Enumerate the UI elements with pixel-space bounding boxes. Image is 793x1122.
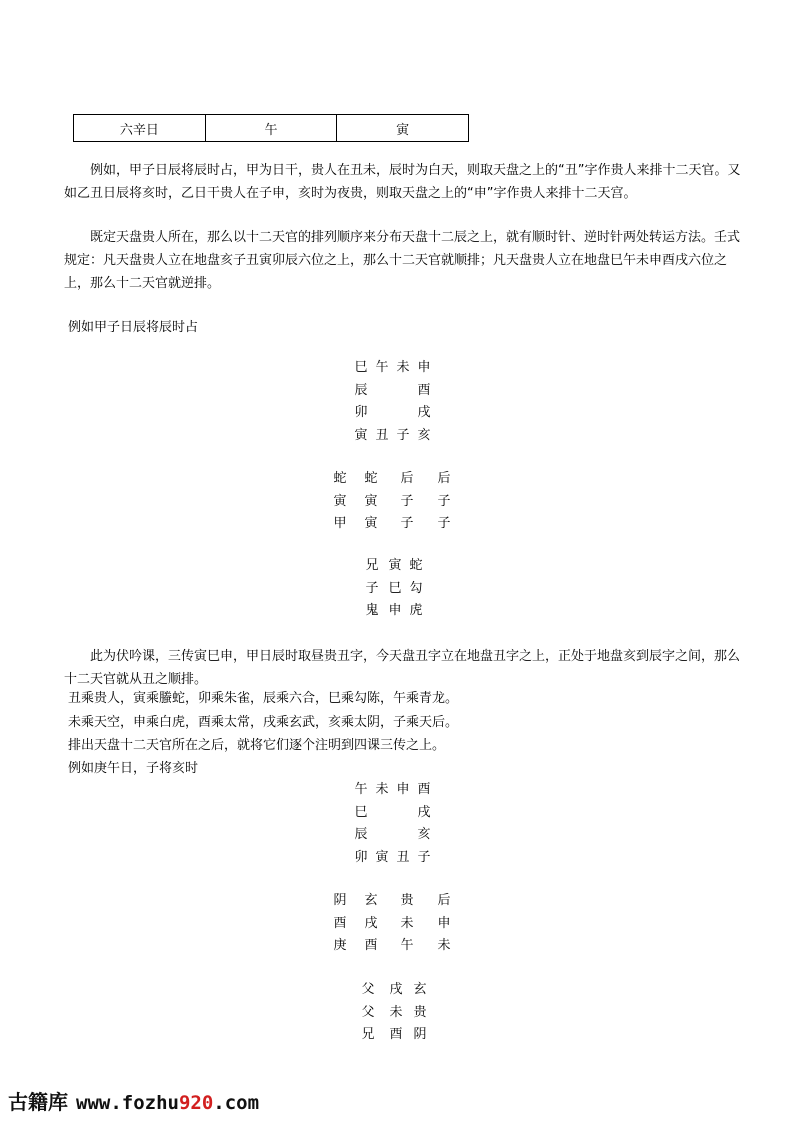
board-char: 巳 — [354, 360, 368, 375]
table-cell: 午 — [206, 115, 338, 141]
board-char: 寅 — [375, 849, 389, 865]
board-char: 寅 — [354, 427, 368, 443]
transmission-char: 兄 — [365, 558, 379, 573]
board-char: 卯 — [354, 849, 368, 865]
lesson-char: 甲 — [333, 516, 347, 531]
board-char: 未 — [396, 360, 410, 375]
transmission-char: 玄 — [413, 982, 427, 997]
transmission-char: 父 — [361, 1004, 375, 1020]
lesson-char: 后 — [437, 893, 451, 908]
lesson-char: 子 — [400, 493, 414, 509]
transmission-char: 未 — [389, 1004, 403, 1020]
board-char: 酉 — [417, 782, 431, 797]
board-char: 子 — [417, 849, 431, 865]
transmission-char: 阴 — [413, 1027, 427, 1042]
transmission-char: 寅 — [388, 558, 402, 573]
lesson-char: 庚 — [333, 938, 347, 953]
lesson-char: 后 — [437, 471, 451, 486]
explain-line: 丑乘贵人，寅乘螣蛇，卯乘朱雀，辰乘六合，巳乘勾陈，午乘青龙。 — [68, 691, 459, 706]
transmission-char: 酉 — [389, 1027, 403, 1042]
lesson-char: 后 — [400, 471, 414, 486]
transmission-char: 鬼 — [365, 603, 379, 618]
paragraph-explain: 此为伏吟课，三传寅巳申，甲日辰时取昼贵丑字，今天盘丑字立在地盘丑字之上，正处于地盘亥到辰字之间，那么十二天官就从丑之顺排。 — [64, 649, 741, 687]
lesson-char: 寅 — [364, 516, 378, 531]
board-char: 酉 — [417, 382, 431, 398]
paragraph-rule: 既定天盘贵人所在，那么以十二天官的排列顺序来分布天盘十二辰之上，就有顺时针、逆时针两处转运方法。壬式规定：凡天盘贵人立在地盘亥子丑寅卯辰六位之上，那么十二天官就顺排；凡天盘贵人立在地盘巳午未申酉戌六位之上，那么十二天官就逆排。 — [64, 230, 741, 291]
footer-watermark — [8, 1086, 259, 1116]
transmission-char: 兄 — [361, 1027, 375, 1042]
site-brand: 古籍库 — [8, 1090, 68, 1114]
board-char: 丑 — [375, 427, 389, 443]
header-table — [73, 114, 469, 142]
lesson-char: 未 — [437, 938, 451, 953]
board-char: 亥 — [417, 827, 431, 842]
board-char: 午 — [375, 360, 389, 375]
table-cell: 寅 — [396, 122, 410, 138]
lesson-char: 子 — [400, 516, 414, 531]
board-char: 辰 — [354, 382, 368, 398]
board-char: 戌 — [417, 405, 431, 420]
lesson-char: 玄 — [364, 893, 378, 908]
table-cell: 六辛日 — [74, 115, 206, 141]
transmission-char: 戌 — [389, 982, 403, 997]
lesson-char: 戌 — [364, 915, 378, 931]
board-char: 辰 — [354, 827, 368, 842]
lesson-char: 子 — [437, 516, 451, 531]
explain-line: 未乘天空，申乘白虎，酉乘太常，戌乘玄武，亥乘太阴，子乘天后。 — [68, 715, 459, 730]
transmission-char: 勾 — [409, 580, 423, 596]
lesson-char: 寅 — [333, 493, 347, 509]
site-url-number: 920 — [178, 1092, 214, 1114]
board-char: 亥 — [417, 427, 431, 443]
lesson-char: 未 — [400, 915, 414, 931]
site-url-suffix: .com — [213, 1092, 260, 1114]
lesson-char: 寅 — [364, 493, 378, 509]
example2-heading: 例如庚午日，子将亥时 — [68, 761, 199, 776]
transmission-char: 巳 — [388, 580, 402, 596]
lesson-char: 蛇 — [364, 471, 378, 486]
board-char: 午 — [354, 782, 368, 797]
transmission-char: 申 — [388, 603, 402, 618]
transmission-char: 贵 — [413, 1004, 427, 1020]
transmission-char: 子 — [365, 580, 379, 596]
explain-line: 排出天盘十二天官所在之后，就将它们逐个注明到四课三传之上。 — [68, 738, 446, 753]
board-char: 未 — [375, 782, 389, 797]
transmission-char: 虎 — [409, 603, 423, 618]
lesson-char: 蛇 — [333, 471, 347, 486]
lesson-char: 申 — [437, 915, 451, 931]
transmission-char: 蛇 — [409, 558, 423, 573]
lesson-char: 午 — [400, 938, 414, 953]
board-char: 子 — [396, 427, 410, 443]
lesson-char: 贵 — [400, 893, 414, 908]
board-char: 卯 — [354, 405, 368, 420]
lesson-char: 子 — [437, 493, 451, 509]
board-char: 丑 — [396, 849, 410, 865]
example1-heading: 例如甲子日辰将辰时占 — [68, 320, 199, 335]
board-char: 巳 — [354, 804, 368, 820]
board-char: 戌 — [417, 804, 431, 820]
lesson-char: 阴 — [333, 893, 347, 908]
lesson-char: 酉 — [333, 915, 347, 931]
lesson-char: 酉 — [364, 938, 378, 953]
board-char: 申 — [417, 360, 431, 375]
board-char: 申 — [396, 782, 410, 797]
site-url-prefix: www.fozhu — [76, 1092, 179, 1114]
transmission-char: 父 — [361, 982, 375, 997]
paragraph-example-intro: 例如，甲子日辰将辰时占，甲为日干，贵人在丑未，辰时为白天，则取天盘之上的“丑”字作贵人来排十二天官。又如乙丑日辰将亥时，乙日干贵人在子申，亥时为夜贵，则取天盘之上的“申”字作贵人来排十二天宫。 — [64, 163, 741, 201]
